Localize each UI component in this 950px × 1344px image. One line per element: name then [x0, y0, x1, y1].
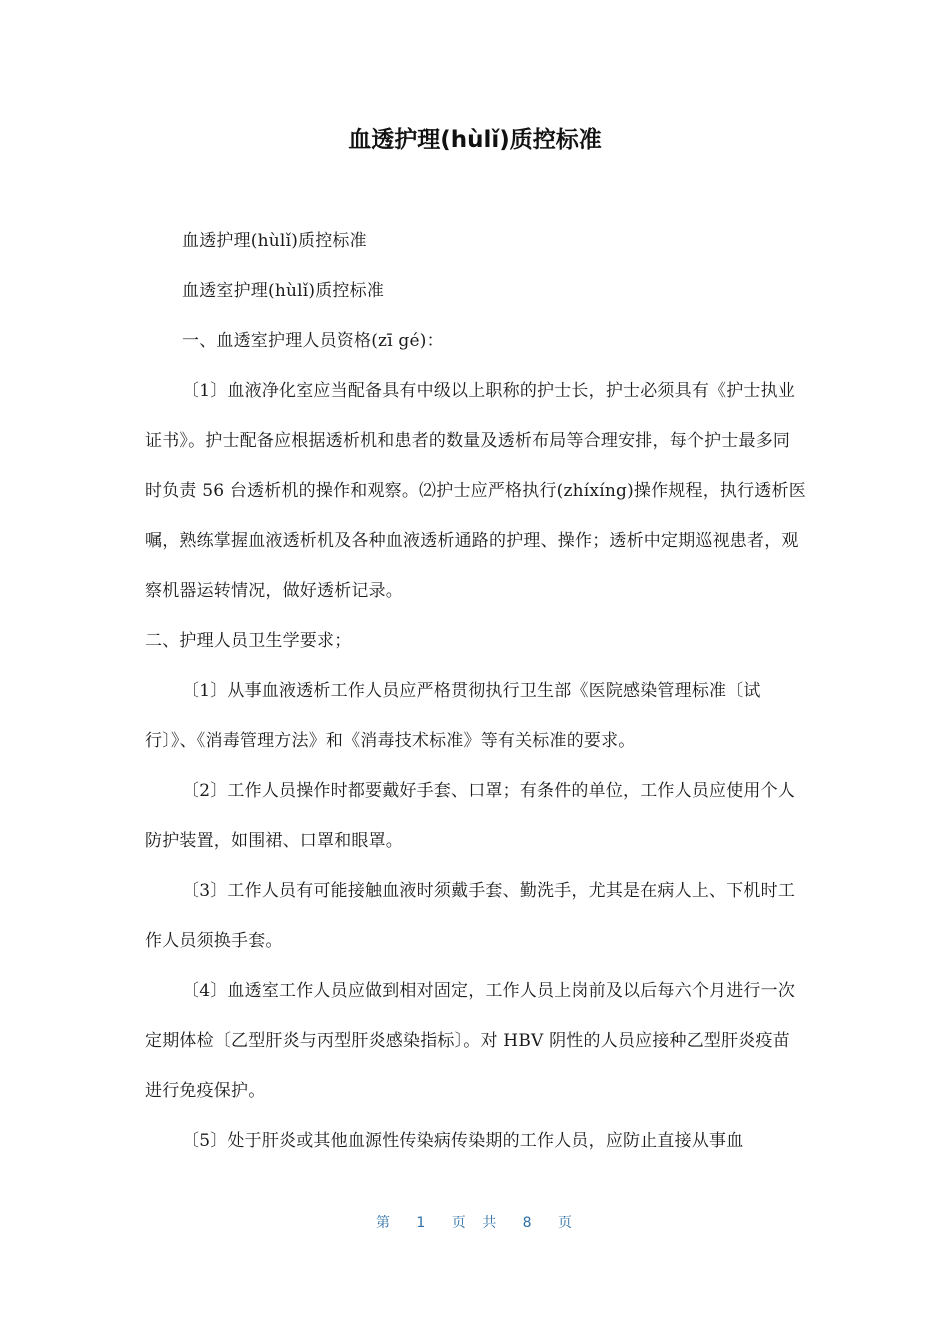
paragraph-item-3: 〔3〕工作人员有可能接触血液时须戴手套、勤洗手，尤其是在病人上、下机时工作人员须换手套。	[145, 881, 796, 951]
paragraph-item-1: 〔1〕从事血液透析工作人员应严格贯彻执行卫生部《医院感染管理标准〔试行〕》、《消毒管理方法》和《消毒技术标准》等有关标准的要求。	[145, 681, 761, 751]
document-body	[145, 216, 807, 1166]
footer-label-di: 第	[375, 1215, 392, 1231]
section-heading-2: 二、护理人员卫生学要求；	[145, 631, 352, 651]
paragraph-item-2: 〔2〕工作人员操作时都要戴好手套、口罩；有条件的单位，工作人员应使用个人防护装置，如围裙、口罩和眼罩。	[145, 781, 796, 851]
footer-label-ye: 页	[558, 1215, 575, 1231]
footer-page-total: 8	[522, 1215, 534, 1231]
paragraph-subtitle-2: 血透室护理(hùlǐ)质控标准	[182, 281, 385, 301]
section-heading-1: 一、血透室护理人员资格(zī gé)：	[182, 331, 444, 351]
paragraph-subtitle-1: 血透护理(hùlǐ)质控标准	[182, 231, 367, 251]
page-footer	[0, 1212, 950, 1232]
document-title: 血透护理(hùlǐ)质控标准	[348, 127, 602, 153]
footer-label-ye-gong: 页 共	[451, 1215, 499, 1231]
paragraph-item-4: 〔4〕血透室工作人员应做到相对固定，工作人员上岗前及以后每六个月进行一次定期体检〔乙型肝炎与丙型肝炎感染指标〕。对 HBV 阴性的人员应接种乙型肝炎疫苗进行免疫保护。	[145, 981, 796, 1101]
paragraph-qualification: 〔1〕血液净化室应当配备具有中级以上职称的护士长，护士必须具有《护士执业证书》。护士配备应根据透析机和患者的数量及透析布局等合理安排，每个护士最多同时负责 56 台透析机的操作和观察。⑵护士应严格执行(zhíxíng)操作规程，执行透析医嘱，熟练掌握血液透析机及各种血液透析通路的护理、操作；透析中定期巡视患者，观察机器运转情况，做好透析记录。	[145, 381, 806, 601]
paragraph-item-5: 〔5〕处于肝炎或其他血源性传染病传染期的工作人员，应防止直接从事血	[182, 1131, 744, 1151]
footer-page-current: 1	[416, 1215, 428, 1231]
